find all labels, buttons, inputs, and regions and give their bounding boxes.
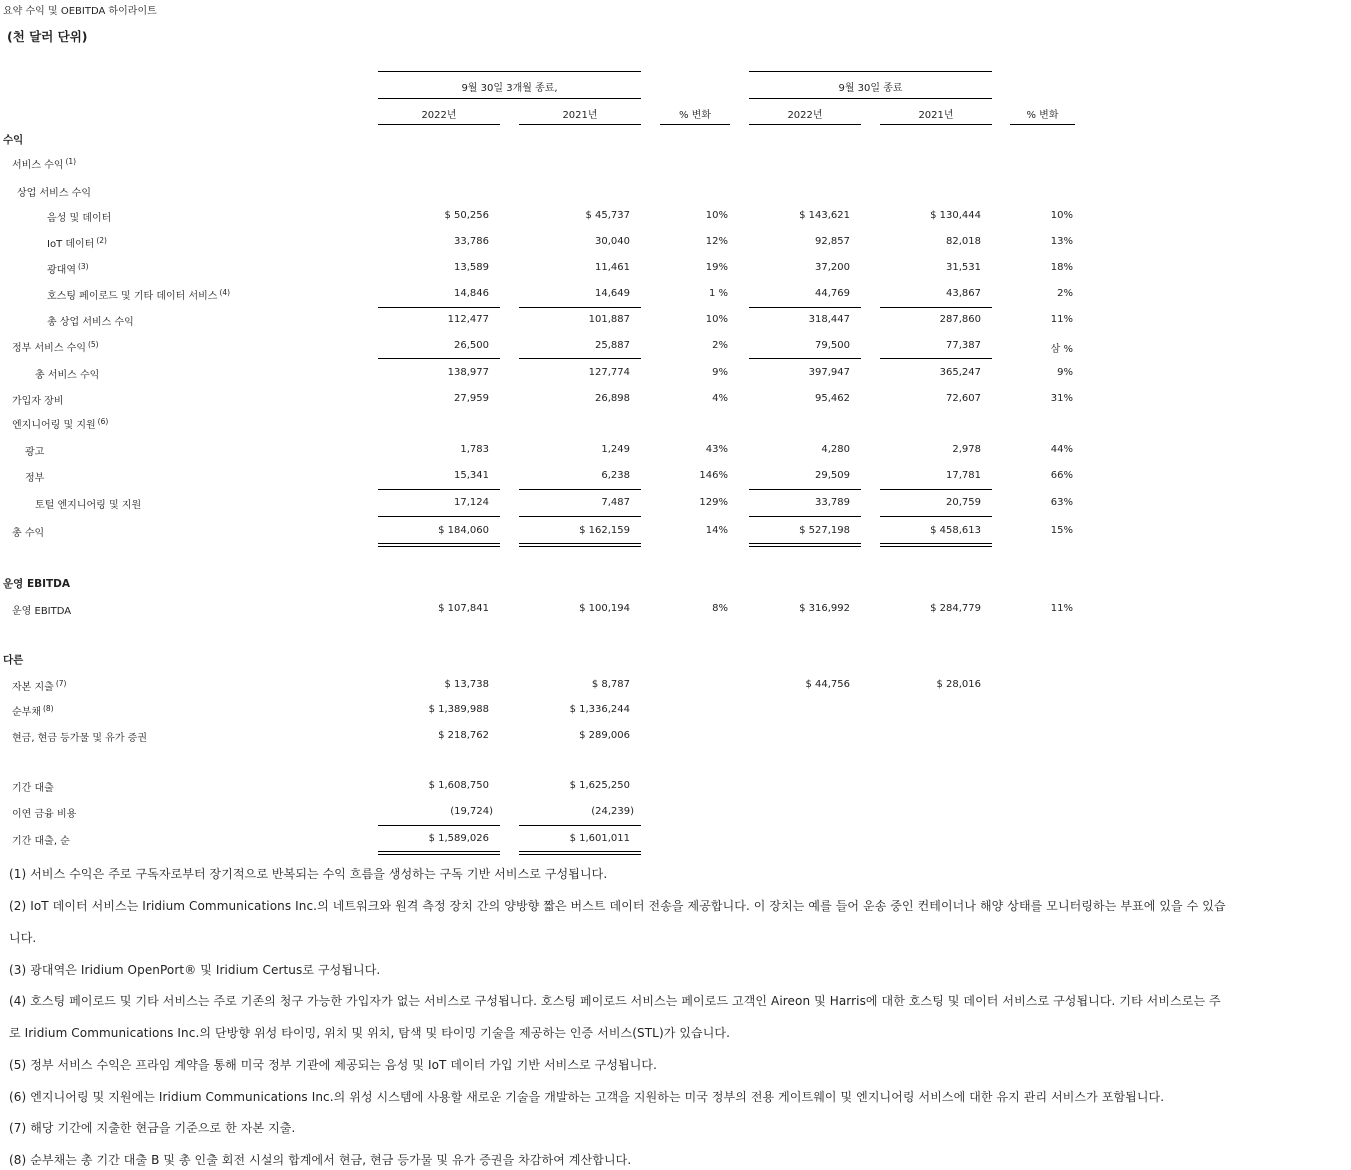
total-rule [519,358,641,359]
row-label-text: 음성 및 데이터 [47,213,112,224]
row-label-text: 자본 지출 [12,682,54,693]
cell-value: $ 8,787 [591,679,630,690]
row-label [12,805,76,820]
row-label-text: 호스팅 페이로드 및 기타 데이터 서비스 [47,291,218,302]
section-heading [3,576,70,591]
total-rule [519,543,641,544]
cell-value: 127,774 [588,367,630,378]
cell-value: 13,589 [454,262,489,273]
cell-value: 10% [1050,210,1073,221]
cell-value: 14% [705,525,728,536]
footnote-ref: (4) [219,288,231,297]
row-label-text: 운영 EBITDA [3,578,71,590]
cell-value: 9% [1057,367,1073,378]
cell-value: 1 % [708,288,728,299]
total-rule [749,358,861,359]
units-subtitle: (천 달러 단위) [7,29,88,44]
cell-value: (24,239) [591,806,634,817]
cell-value: 10% [705,314,728,325]
total-rule [880,546,992,547]
row-label-text: 다른 [3,654,24,666]
cell-value: 44% [1050,444,1073,455]
header-rule-group2 [749,71,992,72]
cell-value: $ 162,159 [579,525,630,536]
column-header-2: % 변화 [678,110,711,121]
total-rule [880,489,992,490]
column-header-underline [749,124,861,125]
cell-value: 6,238 [601,470,630,481]
cell-value: 삼 % [1050,344,1073,355]
row-label-text: 가입자 장비 [12,396,64,407]
row-label-text: 수익 [3,134,24,146]
header-rule-group1 [378,71,641,72]
cell-value: $ 44,756 [805,679,850,690]
cell-value: $ 1,608,750 [428,780,489,791]
cell-value: 15,341 [454,470,489,481]
cell-value: 82,018 [946,236,981,247]
cell-value: 4% [712,393,728,404]
cell-value: 33,789 [815,497,850,508]
total-rule [519,489,641,490]
cell-value: 1,249 [601,444,630,455]
total-rule [519,307,641,308]
column-header-underline [880,124,992,125]
cell-value: $ 1,601,011 [569,833,630,844]
cell-value: 63% [1050,497,1073,508]
section-heading [3,652,23,667]
cell-value: 7,487 [601,497,630,508]
cell-value: $ 289,006 [579,730,630,741]
total-rule [519,546,641,547]
cell-value: 2% [712,340,728,351]
cell-value: 92,857 [815,236,850,247]
row-label-text: 광고 [25,447,45,458]
cell-value: 79,500 [815,340,850,351]
row-label-text: 총 상업 서비스 수익 [47,317,134,328]
total-rule [749,543,861,544]
cell-value: 14,649 [595,288,630,299]
cell-value: 30,040 [595,236,630,247]
row-label [35,496,141,511]
cell-value: 95,462 [815,393,850,404]
cell-value: 10% [705,210,728,221]
cell-value: 17,124 [454,497,489,508]
row-label-text: 기간 대출 [12,783,54,794]
cell-value: 112,477 [447,314,489,325]
total-rule [378,489,500,490]
total-rule [519,851,641,852]
total-rule [378,307,500,308]
cell-value: 15% [1050,525,1073,536]
cell-value: $ 1,389,988 [428,704,489,715]
cell-value: 33,786 [454,236,489,247]
footnote-line: (5) 정부 서비스 수익은 프라임 계약을 통해 미국 정부 기관에 제공되는 음성 및 IoT 데이터 가입 기반 서비스로 구성됩니다. [9,1058,658,1072]
row-label [17,184,91,199]
row-label-text: 총 서비스 수익 [35,370,100,381]
row-label [12,678,66,693]
section-heading [3,132,23,147]
row-label [12,832,70,847]
footnote-line: (3) 광대역은 Iridium OpenPort® 및 Iridium Certus로 구성됩니다. [9,963,381,977]
cell-value: 2,978 [952,444,981,455]
cell-value: 14,846 [454,288,489,299]
cell-value: 66% [1050,470,1073,481]
cell-value: 43% [705,444,728,455]
total-rule [378,358,500,359]
row-label-text: 상업 서비스 수익 [17,188,91,199]
cell-value: $ 143,621 [799,210,850,221]
header-group-three-months: 9월 30일 3개월 종료, [461,83,558,94]
total-rule [378,854,500,855]
footnote-line: (2) IoT 데이터 서비스는 Iridium Communications Inc.의 네트워크와 원격 측정 장치 간의 양방향 짧은 버스트 데이터 전송을 제공합니다. 이 장치는 예를 들어 운송 중인 컨테이너나 해양 상태를 모니터링하는 부표에 있을 수 있습 [9,899,1226,913]
total-rule [749,307,861,308]
cell-value: 13% [1050,236,1073,247]
cell-value: $ 130,444 [930,210,981,221]
cell-value: 2% [1057,288,1073,299]
cell-value: 4,280 [821,444,850,455]
row-label-text: 순부채 [12,707,41,718]
total-rule [519,825,641,826]
row-label [12,602,71,617]
cell-value: 101,887 [588,314,630,325]
total-rule [378,543,500,544]
cell-value: 77,387 [946,340,981,351]
cell-value: $ 50,256 [444,210,489,221]
footnote-line: (1) 서비스 수익은 주로 구독자로부터 장기적으로 반복되는 수익 흐름을 생성하는 구독 기반 서비스로 구성됩니다. [9,867,608,881]
row-label-text: IoT 데이터 [47,239,95,250]
cell-value: 43,867 [946,288,981,299]
cell-value: 11,461 [595,262,630,273]
total-rule [519,854,641,855]
row-label-text: 현금, 현금 등가물 및 유가 증권 [12,733,147,744]
row-label [47,235,107,250]
row-label [12,416,108,431]
cell-value: (19,724) [450,806,493,817]
cell-value: 318,447 [808,314,850,325]
cell-value: $ 284,779 [930,603,981,614]
row-label [12,339,99,354]
footnote-ref: (8) [42,704,54,713]
cell-value: 18% [1050,262,1073,273]
cell-value: 12% [705,236,728,247]
column-header-underline [660,124,730,125]
cell-value: 146% [699,470,728,481]
cell-value: $ 13,738 [444,679,489,690]
cell-value: 129% [699,497,728,508]
footnote-ref: (1) [65,157,77,166]
column-header-underline [519,124,641,125]
report-title: 요약 수익 및 OEBITDA 하이라이트 [3,6,157,17]
row-label-text: 총 수익 [12,528,45,539]
total-rule [880,358,992,359]
row-label [47,287,230,302]
row-label-text: 토털 엔지니어링 및 지원 [35,500,142,511]
row-label [47,209,111,224]
total-rule [378,516,500,517]
total-rule [749,546,861,547]
cell-value: 287,860 [939,314,981,325]
total-rule [378,546,500,547]
cell-value: $ 100,194 [579,603,630,614]
cell-value: 31% [1050,393,1073,404]
cell-value: $ 28,016 [936,679,981,690]
cell-value: 72,607 [946,393,981,404]
total-rule [880,543,992,544]
row-label-text: 이연 금융 비용 [12,809,77,820]
total-rule [880,516,992,517]
row-label [35,366,99,381]
cell-value: $ 458,613 [930,525,981,536]
cell-value: 138,977 [447,367,489,378]
footnote-line: (6) 엔지니어링 및 지원에는 Iridium Communications Inc.의 위성 시스템에 사용할 새로운 기술을 개발하는 고객을 지원하는 미국 정부의 전용 게이트웨이 및 엔지니어링 서비스에 대한 유지 관리 서비스가 포함됩니다. [9,1090,1165,1104]
cell-value: 17,781 [946,470,981,481]
cell-value: 29,509 [815,470,850,481]
row-label-text: 서비스 수익 [12,160,64,171]
row-label [25,443,44,458]
total-rule [378,851,500,852]
footnote-line: (4) 호스팅 페이로드 및 기타 서비스는 주로 기존의 청구 가능한 가입자가 없는 서비스로 구성됩니다. 호스팅 페이로드 서비스는 페이로드 고객인 Aireon 및 Harris에 대한 호스팅 및 데이터 서비스로 구성됩니다. 기타 서비스로는 주 [9,994,1221,1008]
header-group-period-ended: 9월 30일 종료 [838,83,903,94]
row-label [12,703,54,718]
footnote-line: (7) 해당 기간에 지출한 현금을 기준으로 한 자본 지출. [9,1121,296,1135]
column-header-underline [1010,124,1075,125]
total-rule [378,825,500,826]
footnote-ref: (6) [97,417,109,426]
row-label [12,729,147,744]
cell-value: 20,759 [946,497,981,508]
header-rule-group2-bottom [749,98,992,99]
cell-value: 26,500 [454,340,489,351]
total-rule [749,489,861,490]
total-rule [519,516,641,517]
row-label [12,524,44,539]
cell-value: 397,947 [808,367,850,378]
row-label [47,261,89,276]
cell-value: $ 107,841 [438,603,489,614]
row-label-text: 기간 대출, 순 [12,836,70,847]
cell-value: $ 316,992 [799,603,850,614]
total-rule [749,516,861,517]
row-label [12,156,76,171]
cell-value: $ 527,198 [799,525,850,536]
row-label-text: 정부 서비스 수익 [12,343,86,354]
row-label-text: 엔지니어링 및 지원 [12,420,96,431]
column-header-1: 2021년 [562,110,598,121]
cell-value: 26,898 [595,393,630,404]
cell-value: 37,200 [815,262,850,273]
row-label [25,469,44,484]
column-header-5: % 변화 [1026,110,1059,121]
cell-value: 9% [712,367,728,378]
row-label [47,313,134,328]
footnote-ref: (3) [77,262,89,271]
row-label [12,392,63,407]
column-header-3: 2022년 [787,110,823,121]
cell-value: 365,247 [939,367,981,378]
cell-value: $ 218,762 [438,730,489,741]
cell-value: $ 1,625,250 [569,780,630,791]
cell-value: $ 1,589,026 [428,833,489,844]
cell-value: 11% [1050,603,1073,614]
footnote-line: (8) 순부채는 총 기간 대출 B 및 총 인출 회전 시설의 합계에서 현금, 현금 등가물 및 유가 증권을 차감하여 계산합니다. [9,1153,632,1167]
footnote-line: 로 Iridium Communications Inc.의 단방향 위성 타이밍, 위치 및 위치, 탐색 및 타이밍 기술을 제공하는 인증 서비스(STL)가 있습니다. [9,1026,731,1040]
row-label [12,779,54,794]
cell-value: 25,887 [595,340,630,351]
cell-value: 11% [1050,314,1073,325]
cell-value: 19% [705,262,728,273]
cell-value: 8% [712,603,728,614]
header-rule-group1-bottom [378,98,641,99]
column-header-0: 2022년 [421,110,457,121]
row-label-text: 정부 [25,473,45,484]
column-header-4: 2021년 [918,110,954,121]
cell-value: $ 45,737 [585,210,630,221]
cell-value: $ 184,060 [438,525,489,536]
footnote-ref: (5) [87,340,99,349]
cell-value: 31,531 [946,262,981,273]
row-label-text: 운영 EBITDA [12,606,72,617]
cell-value: 27,959 [454,393,489,404]
cell-value: 44,769 [815,288,850,299]
row-label-text: 광대역 [47,265,76,276]
cell-value: $ 1,336,244 [569,704,630,715]
total-rule [880,307,992,308]
footnote-ref: (2) [96,236,107,245]
footnote-line: 니다. [9,931,37,945]
cell-value: 1,783 [460,444,489,455]
footnote-ref: (7) [55,679,67,688]
column-header-underline [378,124,500,125]
